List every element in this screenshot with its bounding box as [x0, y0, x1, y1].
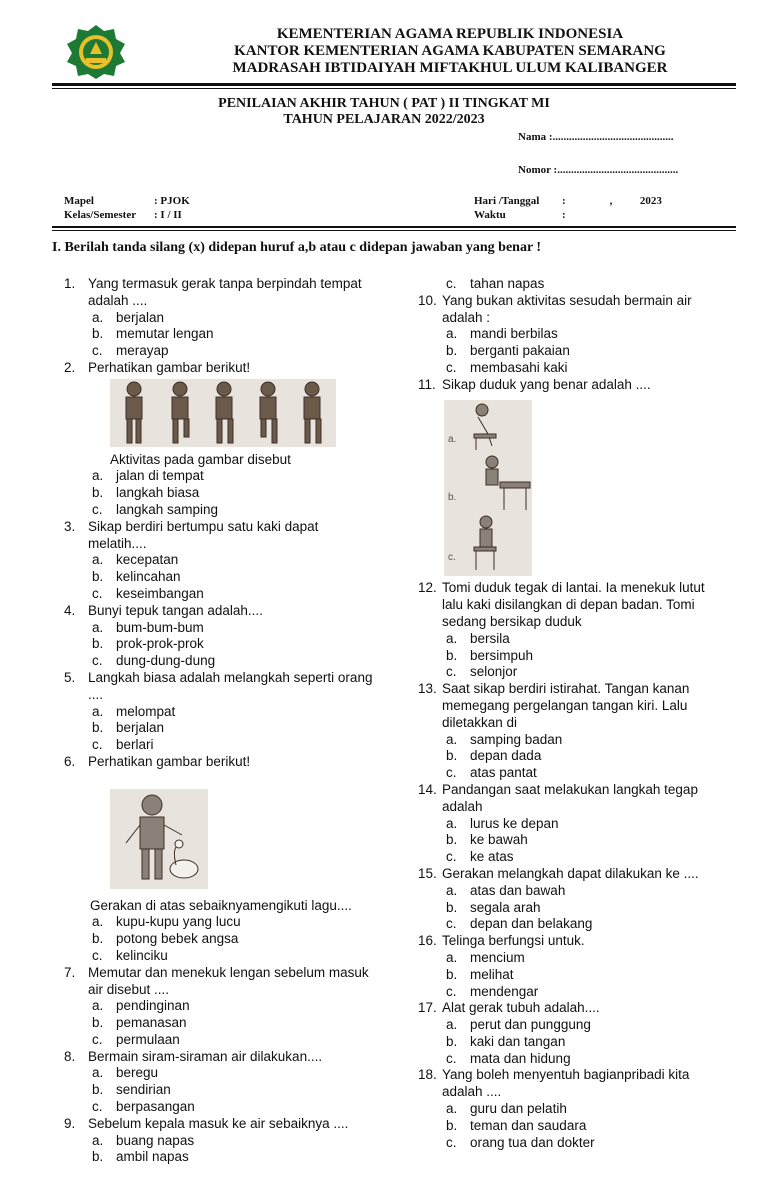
- question-line: Tomi duduk tegak di lantai. Ia menekuk lutut: [442, 580, 705, 596]
- option-text: mata dan hidung: [470, 1050, 571, 1066]
- option-text: sendirian: [116, 1082, 171, 1098]
- question-number: 8.: [64, 1048, 76, 1064]
- option-b[interactable]: [92, 636, 394, 653]
- option-letter: a.: [446, 630, 458, 646]
- question-line: air disebut ....: [88, 981, 170, 997]
- question-number: 13.: [418, 681, 437, 697]
- question-text: [442, 377, 738, 394]
- question-text: [88, 603, 394, 620]
- question-line: Langkah biasa adalah melangkah seperti orang: [88, 669, 373, 685]
- option-letter: a.: [92, 703, 104, 719]
- option-text: berjalan: [116, 720, 165, 736]
- option-b[interactable]: [92, 1015, 394, 1032]
- question-line: Yang boleh menyentuh bagianpribadi kita: [442, 1067, 690, 1083]
- kop-line-1: KEMENTERIAN AGAMA REPUBLIK INDONESIA: [276, 26, 624, 42]
- question-16: [418, 933, 738, 1000]
- option-letter: b.: [446, 748, 458, 764]
- option-b[interactable]: [92, 569, 394, 586]
- option-letter: a.: [92, 1065, 104, 1081]
- option-text: membasahi kaki: [470, 359, 568, 375]
- option-c[interactable]: [446, 1051, 738, 1068]
- question-line: adalah: [442, 798, 483, 814]
- question-3: [64, 519, 394, 603]
- image-caption: Aktivitas pada gambar disebut: [110, 451, 291, 467]
- question-number: 18.: [418, 1067, 437, 1083]
- question-text: [442, 933, 738, 950]
- question-line: Memutar dan menekuk lengan sebelum masuk: [88, 964, 369, 980]
- option-c[interactable]: [92, 1032, 394, 1049]
- option-letter: c.: [446, 849, 457, 865]
- question-number: 2.: [64, 359, 76, 375]
- option-text: orang tua dan dokter: [470, 1134, 595, 1150]
- option-text: pemanasan: [116, 1015, 187, 1031]
- option-letter: a.: [446, 731, 458, 747]
- option-text: kelinciku: [116, 947, 168, 963]
- image-label-b: b.: [448, 491, 457, 503]
- question-11: [418, 377, 738, 581]
- question-number: 9.: [64, 1115, 76, 1131]
- info-divider-thin: [52, 230, 736, 231]
- option-letter: b.: [446, 832, 458, 848]
- question-text: [88, 754, 394, 771]
- option-letter: b.: [446, 1033, 458, 1049]
- question-10: [418, 293, 738, 377]
- option-text: ke bawah: [470, 832, 528, 848]
- option-c[interactable]: [446, 664, 738, 681]
- kelas-value: : I / II: [154, 209, 182, 221]
- option-text: samping badan: [470, 731, 563, 747]
- option-letter: a.: [446, 1017, 458, 1033]
- option-text: bersimpuh: [470, 647, 534, 663]
- option-letter: a.: [92, 309, 104, 325]
- option-c[interactable]: [446, 984, 738, 1001]
- option-a[interactable]: [92, 310, 394, 327]
- question-text: [442, 580, 738, 630]
- option-text: berpasangan: [116, 1099, 195, 1115]
- question-6: [64, 754, 394, 965]
- option-text: tahan napas: [470, 276, 545, 291]
- option-text: ke atas: [470, 849, 514, 865]
- option-b[interactable]: [92, 326, 394, 343]
- option-b[interactable]: [446, 900, 738, 917]
- option-b[interactable]: [92, 931, 394, 948]
- option-text: potong bebek angsa: [116, 931, 239, 947]
- question-line: diletakkan di: [442, 714, 518, 730]
- option-letter: a.: [92, 1132, 104, 1148]
- option-text: kelincahan: [116, 569, 181, 585]
- option-a[interactable]: [92, 620, 394, 637]
- question-text: [88, 1049, 394, 1066]
- option-letter: a.: [92, 552, 104, 568]
- option-text: permulaan: [116, 1031, 180, 1047]
- question-17: [418, 1000, 738, 1067]
- option-c[interactable]: [446, 849, 738, 866]
- question-line: Bunyi tepuk tangan adalah....: [88, 602, 263, 618]
- option-letter: b.: [92, 326, 104, 342]
- option-letter: a.: [446, 949, 458, 965]
- option-text: perut dan punggung: [470, 1017, 591, 1033]
- option-letter: c.: [446, 916, 457, 932]
- option-letter: c.: [92, 653, 103, 669]
- option-letter: b.: [446, 1117, 458, 1133]
- question-number: 6.: [64, 753, 76, 769]
- exam-title: PENILAIAN AKHIR TAHUN ( PAT ) II TINGKAT MI: [218, 96, 550, 111]
- option-a[interactable]: [446, 816, 738, 833]
- option-letter: c.: [92, 343, 103, 359]
- option-c[interactable]: [92, 1099, 394, 1116]
- option-text: atas pantat: [470, 765, 537, 781]
- option-letter: c.: [446, 276, 457, 291]
- option-letter: a.: [92, 914, 104, 930]
- option-letter: b.: [92, 1082, 104, 1098]
- mapel-value: : PJOK: [154, 195, 190, 207]
- question-line: adalah ....: [88, 292, 148, 308]
- option-text: dung-dung-dung: [116, 653, 216, 669]
- header-divider: [52, 83, 736, 86]
- question-line: Perhatikan gambar berikut!: [88, 359, 251, 375]
- question-line: Perhatikan gambar berikut!: [88, 753, 251, 769]
- option-text: pendinginan: [116, 998, 190, 1014]
- option-letter: b.: [92, 636, 104, 652]
- option-text: selonjor: [470, 664, 518, 680]
- left-column: [64, 276, 394, 1166]
- option-text: melihat: [470, 966, 514, 982]
- question-line: Pandangan saat melakukan langkah tegap: [442, 781, 698, 797]
- hari-value[interactable]: : , 2023: [562, 195, 662, 207]
- question-5: [64, 670, 394, 754]
- option-text: lurus ke depan: [470, 815, 559, 831]
- marching-children-image: [110, 379, 336, 447]
- option-c[interactable]: [92, 586, 394, 603]
- option-a[interactable]: [92, 1133, 394, 1150]
- question-text: [442, 866, 738, 883]
- option-text: berganti pakaian: [470, 343, 570, 359]
- option-b[interactable]: [92, 1082, 394, 1099]
- nama-field[interactable]: Nama :............................................: [518, 131, 674, 143]
- question-line: memegang pergelangan tangan kiri. Lalu: [442, 697, 688, 713]
- kop-line-2: KANTOR KEMENTERIAN AGAMA KABUPATEN SEMARANG: [234, 43, 666, 59]
- question-line: Alat gerak tubuh adalah....: [442, 1000, 600, 1016]
- question-13: [418, 681, 738, 782]
- question-line: Sebelum kepala masuk ke air sebaiknya ....: [88, 1115, 349, 1131]
- question-line: adalah ....: [442, 1084, 502, 1100]
- question-number: 1.: [64, 276, 76, 291]
- option-c[interactable]: [446, 360, 738, 377]
- question-2: [64, 360, 394, 519]
- option-a[interactable]: [92, 998, 394, 1015]
- exam-year: TAHUN PELAJARAN 2022/2023: [283, 112, 485, 127]
- kop-line-3: MADRASAH IBTIDAIYAH MIFTAKHUL ULUM KALIBANGER: [232, 60, 668, 76]
- option-b[interactable]: [446, 648, 738, 665]
- option-text: depan dada: [470, 748, 542, 764]
- question-number: 16.: [418, 933, 437, 949]
- question-15: [418, 866, 738, 933]
- option-text: segala arah: [470, 899, 541, 915]
- question-number: 3.: [64, 518, 76, 534]
- option-c[interactable]: [92, 948, 394, 965]
- option-a[interactable]: [446, 950, 738, 967]
- header-divider-thin: [52, 88, 736, 89]
- option-letter: c.: [92, 1099, 103, 1115]
- question-line: sedang bersikap duduk: [442, 613, 582, 629]
- letterhead: [0, 0, 768, 84]
- question-number: 10.: [418, 292, 437, 308]
- option-letter: b.: [92, 931, 104, 947]
- option-text: mencium: [470, 949, 525, 965]
- option-b[interactable]: [92, 720, 394, 737]
- option-letter: c.: [446, 1134, 457, 1150]
- option-text: ambil napas: [116, 1149, 189, 1165]
- question-12: [418, 580, 738, 681]
- option-letter: b.: [92, 485, 104, 501]
- question-line: Yang termasuk gerak tanpa berpindah tempat: [88, 276, 362, 291]
- option-letter: b.: [446, 966, 458, 982]
- option-text: guru dan pelatih: [470, 1101, 567, 1117]
- question-number: 4.: [64, 602, 76, 618]
- option-text: mandi berbilas: [470, 326, 558, 342]
- question-text: [442, 1000, 738, 1017]
- question-8: [64, 1049, 394, 1116]
- question-text: [88, 670, 394, 704]
- option-letter: a.: [446, 326, 458, 342]
- option-a[interactable]: [446, 1101, 738, 1118]
- option-c[interactable]: [446, 916, 738, 933]
- question-9-option-c[interactable]: [446, 276, 738, 293]
- question-line: Bermain siram-siraman air dilakukan....: [88, 1048, 323, 1064]
- question-text: [442, 293, 738, 327]
- question-text: [442, 782, 738, 816]
- question-number: 7.: [64, 964, 76, 980]
- option-c[interactable]: [92, 737, 394, 754]
- option-text: kecepatan: [116, 552, 179, 568]
- question-line: Gerakan melangkah dapat dilakukan ke ....: [442, 865, 699, 881]
- question-text: [88, 360, 394, 377]
- mapel-label: Mapel: [64, 195, 94, 207]
- exam-title-block: [0, 96, 768, 128]
- option-c[interactable]: [446, 765, 738, 782]
- question-line: Telinga berfungsi untuk.: [442, 933, 585, 949]
- option-letter: a.: [446, 815, 458, 831]
- option-text: melompat: [116, 703, 176, 719]
- option-letter: a.: [92, 619, 104, 635]
- option-text: kupu-kupu yang lucu: [116, 914, 241, 930]
- ministry-logo: [64, 24, 128, 80]
- option-letter: a.: [92, 468, 104, 484]
- option-letter: c.: [92, 501, 103, 517]
- option-letter: c.: [92, 947, 103, 963]
- option-letter: b.: [446, 899, 458, 915]
- option-text: memutar lengan: [116, 326, 214, 342]
- question-line: ....: [88, 686, 104, 702]
- option-text: merayap: [116, 343, 169, 359]
- option-a[interactable]: [92, 914, 394, 931]
- option-letter: a.: [446, 882, 458, 898]
- option-b[interactable]: [92, 485, 394, 502]
- question-9: [64, 1116, 394, 1166]
- option-letter: c.: [92, 585, 103, 601]
- nomor-field[interactable]: Nomor :............................................: [518, 164, 679, 176]
- option-b[interactable]: [446, 967, 738, 984]
- question-text: [88, 519, 394, 553]
- option-b[interactable]: [446, 1118, 738, 1135]
- option-letter: b.: [92, 1149, 104, 1165]
- option-letter: b.: [92, 720, 104, 736]
- question-text: [88, 276, 394, 310]
- option-letter: c.: [446, 1050, 457, 1066]
- question-4: [64, 603, 394, 670]
- option-letter: a.: [92, 998, 104, 1014]
- option-b[interactable]: [446, 343, 738, 360]
- option-text: mendengar: [470, 983, 539, 999]
- option-letter: a.: [446, 1101, 458, 1117]
- option-letter: c.: [92, 737, 103, 753]
- option-c[interactable]: [92, 502, 394, 519]
- option-letter: b.: [446, 647, 458, 663]
- question-14: [418, 782, 738, 866]
- option-a[interactable]: [92, 704, 394, 721]
- option-a[interactable]: [92, 468, 394, 485]
- kelas-label: Kelas/Semester: [64, 209, 137, 221]
- option-text: kaki dan tangan: [470, 1033, 566, 1049]
- question-text: [442, 1067, 738, 1101]
- option-a[interactable]: [446, 732, 738, 749]
- option-text: berlari: [116, 737, 154, 753]
- option-text: bersila: [470, 630, 510, 646]
- option-c[interactable]: [92, 653, 394, 670]
- question-line: Saat sikap berdiri istirahat. Tangan kanan: [442, 681, 690, 697]
- option-letter: c.: [446, 664, 457, 680]
- question-1: [64, 276, 394, 360]
- waktu-label: Waktu: [474, 209, 506, 221]
- option-b[interactable]: [446, 748, 738, 765]
- institution-header: [150, 26, 750, 77]
- question-number: 15.: [418, 865, 437, 881]
- option-letter: b.: [446, 343, 458, 359]
- question-line: Yang bukan aktivitas sesudah bermain air: [442, 292, 692, 308]
- boy-and-duck-image: [110, 789, 208, 889]
- option-c[interactable]: [92, 343, 394, 360]
- option-letter: c.: [92, 1031, 103, 1047]
- info-divider: [52, 226, 736, 228]
- question-text: [88, 1116, 394, 1133]
- option-text: beregu: [116, 1065, 159, 1081]
- option-text: bum-bum-bum: [116, 619, 204, 635]
- option-text: berjalan: [116, 309, 165, 325]
- question-number: 11.: [418, 376, 436, 392]
- option-b[interactable]: [92, 1149, 394, 1166]
- option-text: langkah samping: [116, 501, 219, 517]
- right-column: [418, 276, 738, 1151]
- image-caption: Gerakan di atas sebaiknyamengikuti lagu....: [90, 897, 352, 913]
- option-text: buang napas: [116, 1132, 195, 1148]
- option-b[interactable]: [446, 832, 738, 849]
- hari-label: Hari /Tanggal: [474, 195, 540, 207]
- instruction: I. Berilah tanda silang (x) didepan huruf a,b atau c didepan jawaban yang benar !: [52, 240, 542, 255]
- image-label-c: c.: [448, 551, 456, 563]
- option-text: atas dan bawah: [470, 882, 566, 898]
- option-a[interactable]: [446, 883, 738, 900]
- option-text: langkah biasa: [116, 485, 200, 501]
- option-a[interactable]: [446, 631, 738, 648]
- option-letter: c.: [446, 359, 457, 375]
- question-text: [442, 681, 738, 731]
- option-a[interactable]: [92, 552, 394, 569]
- question-number: 5.: [64, 669, 76, 685]
- question-number: 17.: [418, 1000, 437, 1016]
- option-text: prok-prok-prok: [116, 636, 204, 652]
- option-text: keseimbangan: [116, 585, 204, 601]
- question-line: Sikap duduk yang benar adalah ....: [442, 376, 651, 392]
- question-line: Sikap berdiri bertumpu satu kaki dapat: [88, 518, 319, 534]
- question-7: [64, 965, 394, 1049]
- image-label-a: a.: [448, 433, 457, 445]
- option-letter: b.: [92, 569, 104, 585]
- sitting-posture-image: [444, 400, 532, 576]
- option-a[interactable]: [446, 326, 738, 343]
- waktu-value[interactable]: :: [562, 209, 566, 221]
- option-text: depan dan belakang: [470, 916, 593, 932]
- option-c[interactable]: [446, 1135, 738, 1152]
- option-text: jalan di tempat: [116, 468, 204, 484]
- question-number: 12.: [418, 580, 437, 596]
- option-letter: c.: [446, 983, 457, 999]
- question-line: adalah :: [442, 309, 491, 325]
- option-letter: b.: [92, 1015, 104, 1031]
- option-a[interactable]: [92, 1065, 394, 1082]
- question-number: 14.: [418, 781, 437, 797]
- option-letter: c.: [446, 765, 457, 781]
- question-text: [88, 965, 394, 999]
- option-b[interactable]: [446, 1034, 738, 1051]
- question-line: melatih....: [88, 535, 147, 551]
- question-18: [418, 1067, 738, 1151]
- option-text: teman dan saudara: [470, 1117, 587, 1133]
- option-a[interactable]: [446, 1017, 738, 1034]
- question-line: lalu kaki disilangkan di depan badan. Tomi: [442, 597, 695, 613]
